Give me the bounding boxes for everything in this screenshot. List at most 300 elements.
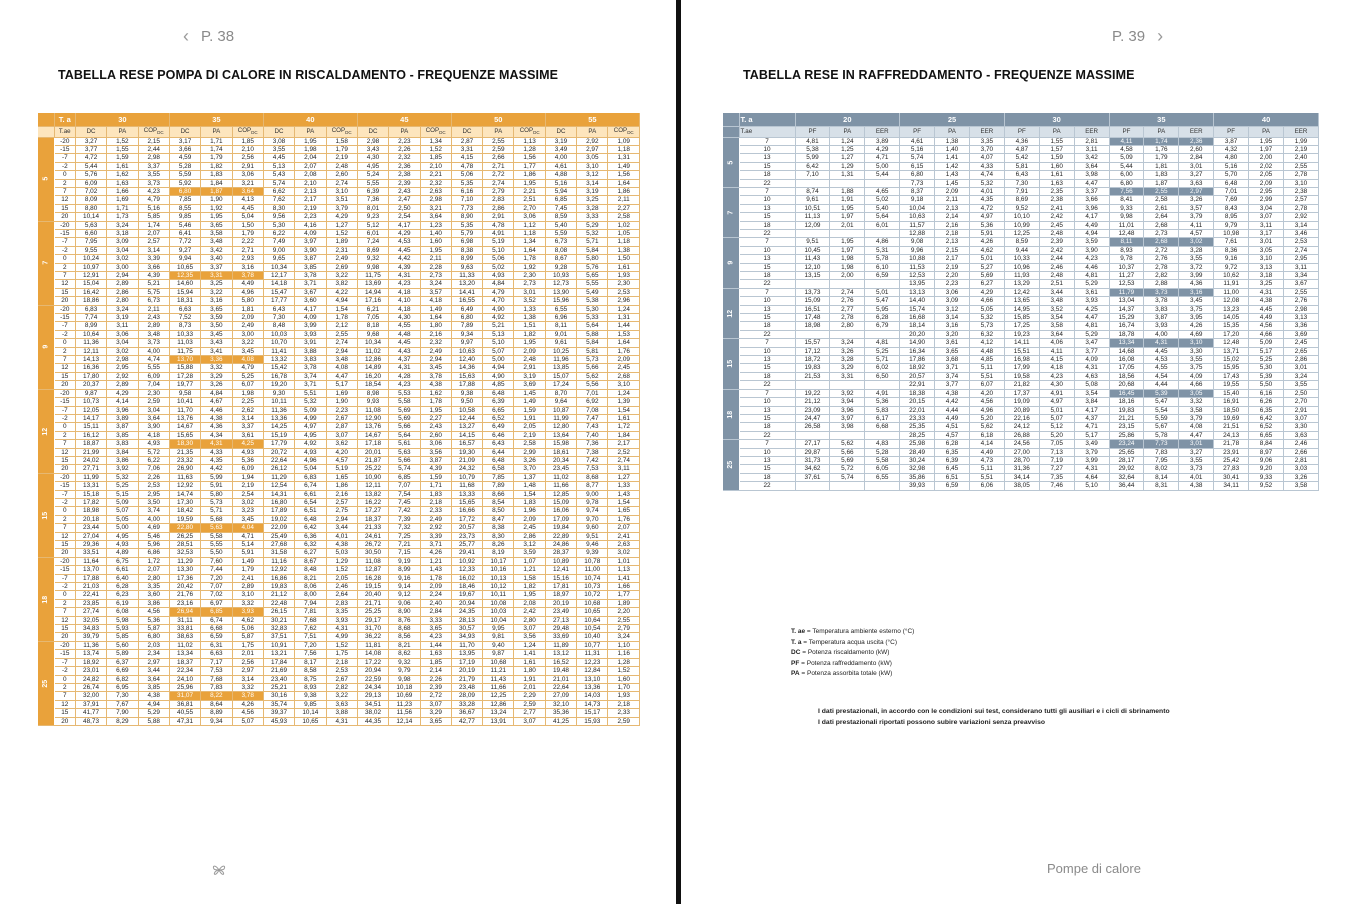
value-cell: 10,69 — [389, 692, 420, 700]
value-cell: 2,16 — [420, 330, 451, 338]
table-row — [723, 356, 1319, 364]
value-cell: 9,14 — [389, 583, 420, 591]
value-cell: 11,00 — [577, 566, 608, 574]
value-cell: 2,65 — [1283, 347, 1318, 355]
value-cell: 4,26 — [969, 238, 1004, 246]
value-cell: 11,57 — [900, 221, 935, 229]
value-cell: 3,48 — [326, 356, 357, 364]
column-subheader: PA — [389, 126, 420, 137]
value-cell: 5,87 — [138, 625, 169, 633]
column-subheader: PA — [483, 126, 514, 137]
ambient-temp-cell: 12 — [54, 616, 75, 624]
value-cell: 5,07 — [1039, 414, 1074, 422]
value-cell: 8,18 — [357, 322, 388, 330]
value-cell: 6,02 — [865, 364, 900, 372]
value-cell: 2,58 — [1144, 196, 1179, 204]
value-cell: 7,32 — [389, 524, 420, 532]
value-cell: 5,59 — [545, 229, 576, 237]
value-cell: 1,78 — [420, 398, 451, 406]
table-row — [723, 229, 1319, 237]
value-cell: 28,49 — [900, 448, 935, 456]
value-cell: 2,99 — [514, 448, 545, 456]
column-subheader: PF — [1109, 126, 1144, 137]
value-cell: 6,32 — [969, 330, 1004, 338]
value-cell: 9,63 — [451, 263, 482, 271]
value-cell: 7,54 — [389, 490, 420, 498]
value-cell: 1,57 — [1039, 145, 1074, 153]
next-page-arrow-icon[interactable]: › — [1157, 26, 1164, 46]
notes — [818, 706, 1170, 728]
column-subheader: PA — [1039, 126, 1074, 137]
value-cell: 4,66 — [1179, 381, 1214, 389]
value-cell: 9,16 — [1214, 255, 1249, 263]
value-cell: 4,10 — [389, 297, 420, 305]
value-cell: 2,73 — [420, 272, 451, 280]
value-cell: 9,01 — [545, 330, 576, 338]
value-cell: 3,07 — [420, 700, 451, 708]
value-cell: 17,99 — [1004, 364, 1039, 372]
value-cell: 2,09 — [420, 583, 451, 591]
value-cell: 5,10 — [483, 246, 514, 254]
value-cell: 30,50 — [357, 549, 388, 557]
value-cell: 3,26 — [1283, 473, 1318, 481]
value-cell: 23,48 — [451, 683, 482, 691]
value-cell: 20,19 — [545, 599, 576, 607]
value-cell: 1,52 — [326, 566, 357, 574]
value-cell: 9,95 — [483, 625, 514, 633]
ambient-temp-cell: 12 — [54, 448, 75, 456]
value-cell: 7,45 — [545, 204, 576, 212]
value-cell: 16,74 — [1109, 322, 1144, 330]
value-cell: 8,75 — [295, 675, 326, 683]
value-cell: 1,43 — [608, 490, 640, 498]
value-cell: 2,97 — [232, 667, 263, 675]
value-cell: 1,97 — [1249, 145, 1284, 153]
column-subheader: PA — [107, 126, 138, 137]
legend-item — [791, 669, 914, 680]
value-cell: 7,27 — [1039, 465, 1074, 473]
value-cell: 1,61 — [608, 263, 640, 271]
ambient-temp-cell: -15 — [54, 398, 75, 406]
value-cell: 11,75 — [169, 347, 200, 355]
value-cell: 17,16 — [357, 297, 388, 305]
ambient-temp-cell: 22 — [739, 229, 795, 237]
value-cell: 2,02 — [1249, 162, 1284, 170]
value-cell: 2,16 — [326, 490, 357, 498]
value-cell — [830, 431, 865, 439]
value-cell: 11,64 — [75, 557, 106, 565]
value-cell: 29,92 — [1109, 465, 1144, 473]
value-cell: 14,41 — [451, 288, 482, 296]
value-cell: 18,46 — [451, 583, 482, 591]
value-cell: 10,73 — [75, 398, 106, 406]
value-cell: 32,53 — [169, 549, 200, 557]
value-cell: 3,33 — [577, 213, 608, 221]
value-cell: 1,99 — [1283, 137, 1318, 145]
value-cell: 2,74 — [608, 456, 640, 464]
table-row — [723, 322, 1319, 330]
value-cell: 5,25 — [1249, 356, 1284, 364]
value-cell: 4,72 — [75, 154, 106, 162]
value-cell: 4,34 — [201, 431, 232, 439]
value-cell: 5,50 — [201, 549, 232, 557]
value-cell: 3,75 — [1179, 305, 1214, 313]
value-cell: 25,42 — [1214, 456, 1249, 464]
value-cell: 11,56 — [389, 709, 420, 717]
value-cell: 4,01 — [1179, 473, 1214, 481]
value-cell: 9,81 — [483, 633, 514, 641]
ambient-temp-cell: 22 — [739, 482, 795, 490]
value-cell: 5,91 — [201, 482, 232, 490]
value-cell: 3,72 — [1179, 263, 1214, 271]
value-cell: 5,36 — [138, 616, 169, 624]
value-cell: 2,55 — [1144, 187, 1179, 195]
page-number-text-left: P. 38 — [201, 28, 235, 45]
value-cell: 31,58 — [263, 549, 294, 557]
table-row — [38, 221, 640, 229]
value-cell: 1,31 — [830, 171, 865, 179]
value-cell: 3,10 — [1249, 255, 1284, 263]
value-cell: 2,18 — [326, 658, 357, 666]
value-cell: 2,87 — [451, 137, 482, 145]
value-cell: 2,66 — [1283, 448, 1318, 456]
value-cell: 18,97 — [545, 591, 576, 599]
value-cell: 11,02 — [545, 473, 576, 481]
table-row — [38, 566, 640, 574]
value-cell: 4,11 — [1039, 347, 1074, 355]
value-cell: 2,27 — [608, 204, 640, 212]
value-cell: 21,09 — [451, 456, 482, 464]
ambient-temp-cell: -20 — [54, 137, 75, 145]
value-cell: 5,79 — [451, 229, 482, 237]
table-row — [723, 372, 1319, 380]
value-cell: 8,21 — [295, 574, 326, 582]
value-cell: 19,69 — [1214, 414, 1249, 422]
cop-subscript: DC — [251, 129, 258, 135]
value-cell: 3,21 — [420, 204, 451, 212]
value-cell: 2,95 — [138, 490, 169, 498]
value-cell: 3,04 — [107, 246, 138, 254]
value-cell: 1,61 — [608, 414, 640, 422]
value-cell: 8,00 — [295, 591, 326, 599]
value-cell: 2,87 — [326, 423, 357, 431]
ambient-temp-cell: 0 — [54, 591, 75, 599]
value-cell: 3,99 — [295, 322, 326, 330]
value-cell: 4,31 — [1144, 339, 1179, 347]
value-cell: 3,17 — [1249, 229, 1284, 237]
value-cell: 1,91 — [514, 675, 545, 683]
value-cell: 4,99 — [326, 633, 357, 641]
value-cell: 5,29 — [1074, 330, 1109, 338]
value-cell: 3,95 — [1179, 314, 1214, 322]
value-cell: 12,73 — [545, 280, 576, 288]
value-cell: 1,54 — [514, 490, 545, 498]
value-cell: 5,36 — [865, 398, 900, 406]
value-cell: 2,23 — [326, 406, 357, 414]
value-cell: 8,30 — [483, 532, 514, 540]
value-cell: 6,42 — [1249, 414, 1284, 422]
table-row — [38, 314, 640, 322]
value-cell: 20,01 — [357, 448, 388, 456]
table-row — [38, 145, 640, 153]
value-cell: 3,19 — [514, 372, 545, 380]
value-cell: 10,33 — [169, 330, 200, 338]
value-cell: 14,03 — [577, 692, 608, 700]
value-cell: 1,49 — [420, 305, 451, 313]
value-cell: 3,18 — [107, 229, 138, 237]
right-page — [681, 0, 1356, 904]
value-cell: 13,95 — [451, 650, 482, 658]
value-cell: 11,41 — [263, 347, 294, 355]
value-cell: 10,72 — [577, 591, 608, 599]
value-cell: 3,61 — [232, 431, 263, 439]
value-cell: 23,40 — [263, 675, 294, 683]
value-cell: 4,94 — [326, 297, 357, 305]
value-cell: 3,61 — [935, 339, 970, 347]
value-cell: 6,80 — [451, 314, 482, 322]
legend-text: Temperatura acqua uscita (°C) — [808, 638, 898, 646]
value-cell: 35,86 — [900, 473, 935, 481]
value-cell: 2,32 — [420, 339, 451, 347]
value-cell: 18,56 — [1109, 372, 1144, 380]
value-cell: 4,23 — [1039, 372, 1074, 380]
value-cell: 1,78 — [420, 574, 451, 582]
value-cell: 4,33 — [201, 448, 232, 456]
value-cell: 5,78 — [865, 255, 900, 263]
value-cell: 10,98 — [1214, 229, 1249, 237]
table-row — [38, 473, 640, 481]
value-cell: 5,01 — [969, 255, 1004, 263]
value-cell: 19,77 — [169, 381, 200, 389]
value-cell: 5,69 — [389, 406, 420, 414]
value-cell: 1,95 — [1249, 137, 1284, 145]
value-cell: 4,43 — [389, 347, 420, 355]
value-cell: 4,47 — [1074, 314, 1109, 322]
value-cell: 10,04 — [900, 204, 935, 212]
value-cell: 12,23 — [577, 658, 608, 666]
value-cell: 1,10 — [608, 641, 640, 649]
value-cell: 23,16 — [169, 599, 200, 607]
value-cell: 2,41 — [608, 532, 640, 540]
value-cell: 4,53 — [1144, 356, 1179, 364]
table-row — [723, 482, 1319, 490]
column-subheader: EER — [969, 126, 1004, 137]
value-cell: 29,48 — [545, 625, 576, 633]
value-cell: 12,09 — [795, 221, 830, 229]
value-cell: 26,74 — [75, 683, 106, 691]
value-cell: 19,48 — [545, 667, 576, 675]
value-cell: 6,95 — [107, 683, 138, 691]
value-cell: 6,52 — [483, 414, 514, 422]
value-cell: 11,43 — [483, 675, 514, 683]
value-cell: 5,68 — [201, 515, 232, 523]
value-cell: 14,17 — [75, 414, 106, 422]
value-cell: 3,32 — [201, 364, 232, 372]
value-cell: 2,48 — [326, 162, 357, 170]
value-cell: 15,98 — [545, 440, 576, 448]
cop-subscript: DC — [439, 129, 446, 135]
value-cell: 6,42 — [295, 524, 326, 532]
value-cell: 5,29 — [138, 709, 169, 717]
value-cell: 6,97 — [201, 599, 232, 607]
value-cell: 25,21 — [263, 683, 294, 691]
value-cell: 2,97 — [1179, 187, 1214, 195]
legend-separator: = — [800, 649, 808, 656]
ambient-temp-cell: 13 — [739, 305, 795, 313]
value-cell: 32,98 — [900, 465, 935, 473]
value-cell: 11,36 — [75, 641, 106, 649]
value-cell: 1,41 — [608, 574, 640, 582]
value-cell: 5,62 — [830, 440, 865, 448]
value-cell: 1,76 — [608, 515, 640, 523]
value-cell: 4,30 — [1039, 381, 1074, 389]
value-cell: 10,74 — [577, 574, 608, 582]
group-label-text: 18 — [42, 595, 50, 604]
value-cell: 15,35 — [1214, 322, 1249, 330]
legend-key: PF — [791, 659, 800, 667]
value-cell: 2,73 — [514, 280, 545, 288]
value-cell: 18,37 — [169, 658, 200, 666]
value-cell: 26,90 — [169, 465, 200, 473]
value-cell: 1,93 — [608, 692, 640, 700]
value-cell: 1,55 — [1039, 137, 1074, 145]
ambient-temp-cell: -15 — [54, 566, 75, 574]
header-tae-label: T.ae — [739, 126, 795, 137]
value-cell: 3,17 — [169, 137, 200, 145]
value-cell: 3,04 — [138, 406, 169, 414]
value-cell: 10,89 — [545, 557, 576, 565]
value-cell: 5,55 — [201, 541, 232, 549]
prev-page-arrow-icon[interactable]: ‹ — [183, 26, 189, 46]
value-cell: 18,37 — [357, 515, 388, 523]
value-cell: 1,83 — [1144, 171, 1179, 179]
value-cell: 1,53 — [608, 330, 640, 338]
value-cell: 6,41 — [169, 229, 200, 237]
value-cell: 1,24 — [608, 305, 640, 313]
value-cell: 11,01 — [1109, 221, 1144, 229]
value-cell: 15,57 — [795, 339, 830, 347]
value-cell: 6,19 — [107, 599, 138, 607]
value-cell: 3,73 — [1179, 465, 1214, 473]
value-cell: 2,97 — [138, 658, 169, 666]
ambient-group-label — [38, 389, 54, 473]
value-cell: 1,92 — [514, 263, 545, 271]
value-cell: 4,66 — [1249, 330, 1284, 338]
value-cell: 20,94 — [451, 599, 482, 607]
table-row — [38, 280, 640, 288]
value-cell: 3,55 — [1179, 356, 1214, 364]
value-cell: 11,96 — [545, 356, 576, 364]
table-row — [38, 709, 640, 717]
value-cell: 1,38 — [514, 314, 545, 322]
value-cell: 1,21 — [514, 566, 545, 574]
value-cell: 1,18 — [608, 145, 640, 153]
value-cell: 21,69 — [263, 667, 294, 675]
value-cell: 7,89 — [451, 322, 482, 330]
value-cell: 11,99 — [545, 414, 576, 422]
value-cell: 2,26 — [138, 473, 169, 481]
value-cell: 8,50 — [483, 507, 514, 515]
value-cell: 26,94 — [169, 608, 200, 616]
value-cell: 4,53 — [389, 238, 420, 246]
value-cell: 9,34 — [201, 717, 232, 725]
value-cell: 3,13 — [1249, 263, 1284, 271]
value-cell: 4,16 — [295, 221, 326, 229]
heating-table-title: TABELLA RESE POMPA DI CALORE IN RISCALDAMENTO - FREQUENZE MASSIME — [58, 68, 559, 82]
header-ta-label: T. a — [54, 113, 75, 126]
value-cell: 20,42 — [169, 583, 200, 591]
value-cell: 4,62 — [969, 246, 1004, 254]
value-cell: 2,68 — [1144, 221, 1179, 229]
value-cell: 15,93 — [577, 717, 608, 725]
value-cell: 3,16 — [935, 322, 970, 330]
value-cell: 7,89 — [483, 482, 514, 490]
value-cell: 3,14 — [232, 675, 263, 683]
value-cell: 42,77 — [451, 717, 482, 725]
value-cell: 1,86 — [326, 482, 357, 490]
value-cell: 3,71 — [935, 364, 970, 372]
value-cell: 4,31 — [389, 364, 420, 372]
value-cell: 3,48 — [201, 238, 232, 246]
value-cell: 20,40 — [357, 591, 388, 599]
value-cell: 13,64 — [545, 431, 576, 439]
value-cell: 3,24 — [420, 280, 451, 288]
value-cell: 4,95 — [107, 532, 138, 540]
value-cell: 7,02 — [75, 187, 106, 195]
value-cell: 28,70 — [1004, 456, 1039, 464]
page-number-right — [1112, 26, 1163, 47]
value-cell: 5,29 — [1074, 280, 1109, 288]
value-cell: 2,30 — [608, 280, 640, 288]
value-cell: 3,11 — [1283, 263, 1318, 271]
value-cell: 10,03 — [263, 330, 294, 338]
value-cell: 1,59 — [514, 406, 545, 414]
value-cell: 1,75 — [232, 641, 263, 649]
value-cell: 4,38 — [1249, 297, 1284, 305]
value-cell: 4,26 — [420, 549, 451, 557]
ambient-group-label — [723, 137, 739, 187]
value-cell: 7,02 — [201, 591, 232, 599]
value-cell: 1,97 — [830, 246, 865, 254]
value-cell: 10,64 — [75, 330, 106, 338]
value-cell: 3,01 — [1249, 238, 1284, 246]
value-cell: 17,12 — [795, 347, 830, 355]
table-row — [38, 574, 640, 582]
value-cell: 3,64 — [232, 187, 263, 195]
value-cell: 1,95 — [420, 406, 451, 414]
value-cell: 5,55 — [577, 280, 608, 288]
value-cell: 13,34 — [1109, 339, 1144, 347]
value-cell: 2,95 — [1249, 187, 1284, 195]
table-row — [38, 633, 640, 641]
value-cell: 3,45 — [232, 515, 263, 523]
value-cell: 1,60 — [420, 238, 451, 246]
value-cell: 3,65 — [201, 305, 232, 313]
value-cell: 7,68 — [295, 616, 326, 624]
column-subheader: PF — [1214, 126, 1249, 137]
value-cell: 2,58 — [608, 213, 640, 221]
value-cell: 5,02 — [865, 196, 900, 204]
value-cell: 5,01 — [1039, 406, 1074, 414]
value-cell: 1,27 — [326, 221, 357, 229]
value-cell: 4,29 — [107, 389, 138, 397]
value-cell: 5,15 — [107, 490, 138, 498]
value-cell: 3,97 — [830, 414, 865, 422]
value-cell: 3,90 — [138, 423, 169, 431]
value-cell: 8,93 — [1109, 246, 1144, 254]
value-cell: 3,60 — [295, 297, 326, 305]
value-cell: 5,32 — [577, 229, 608, 237]
